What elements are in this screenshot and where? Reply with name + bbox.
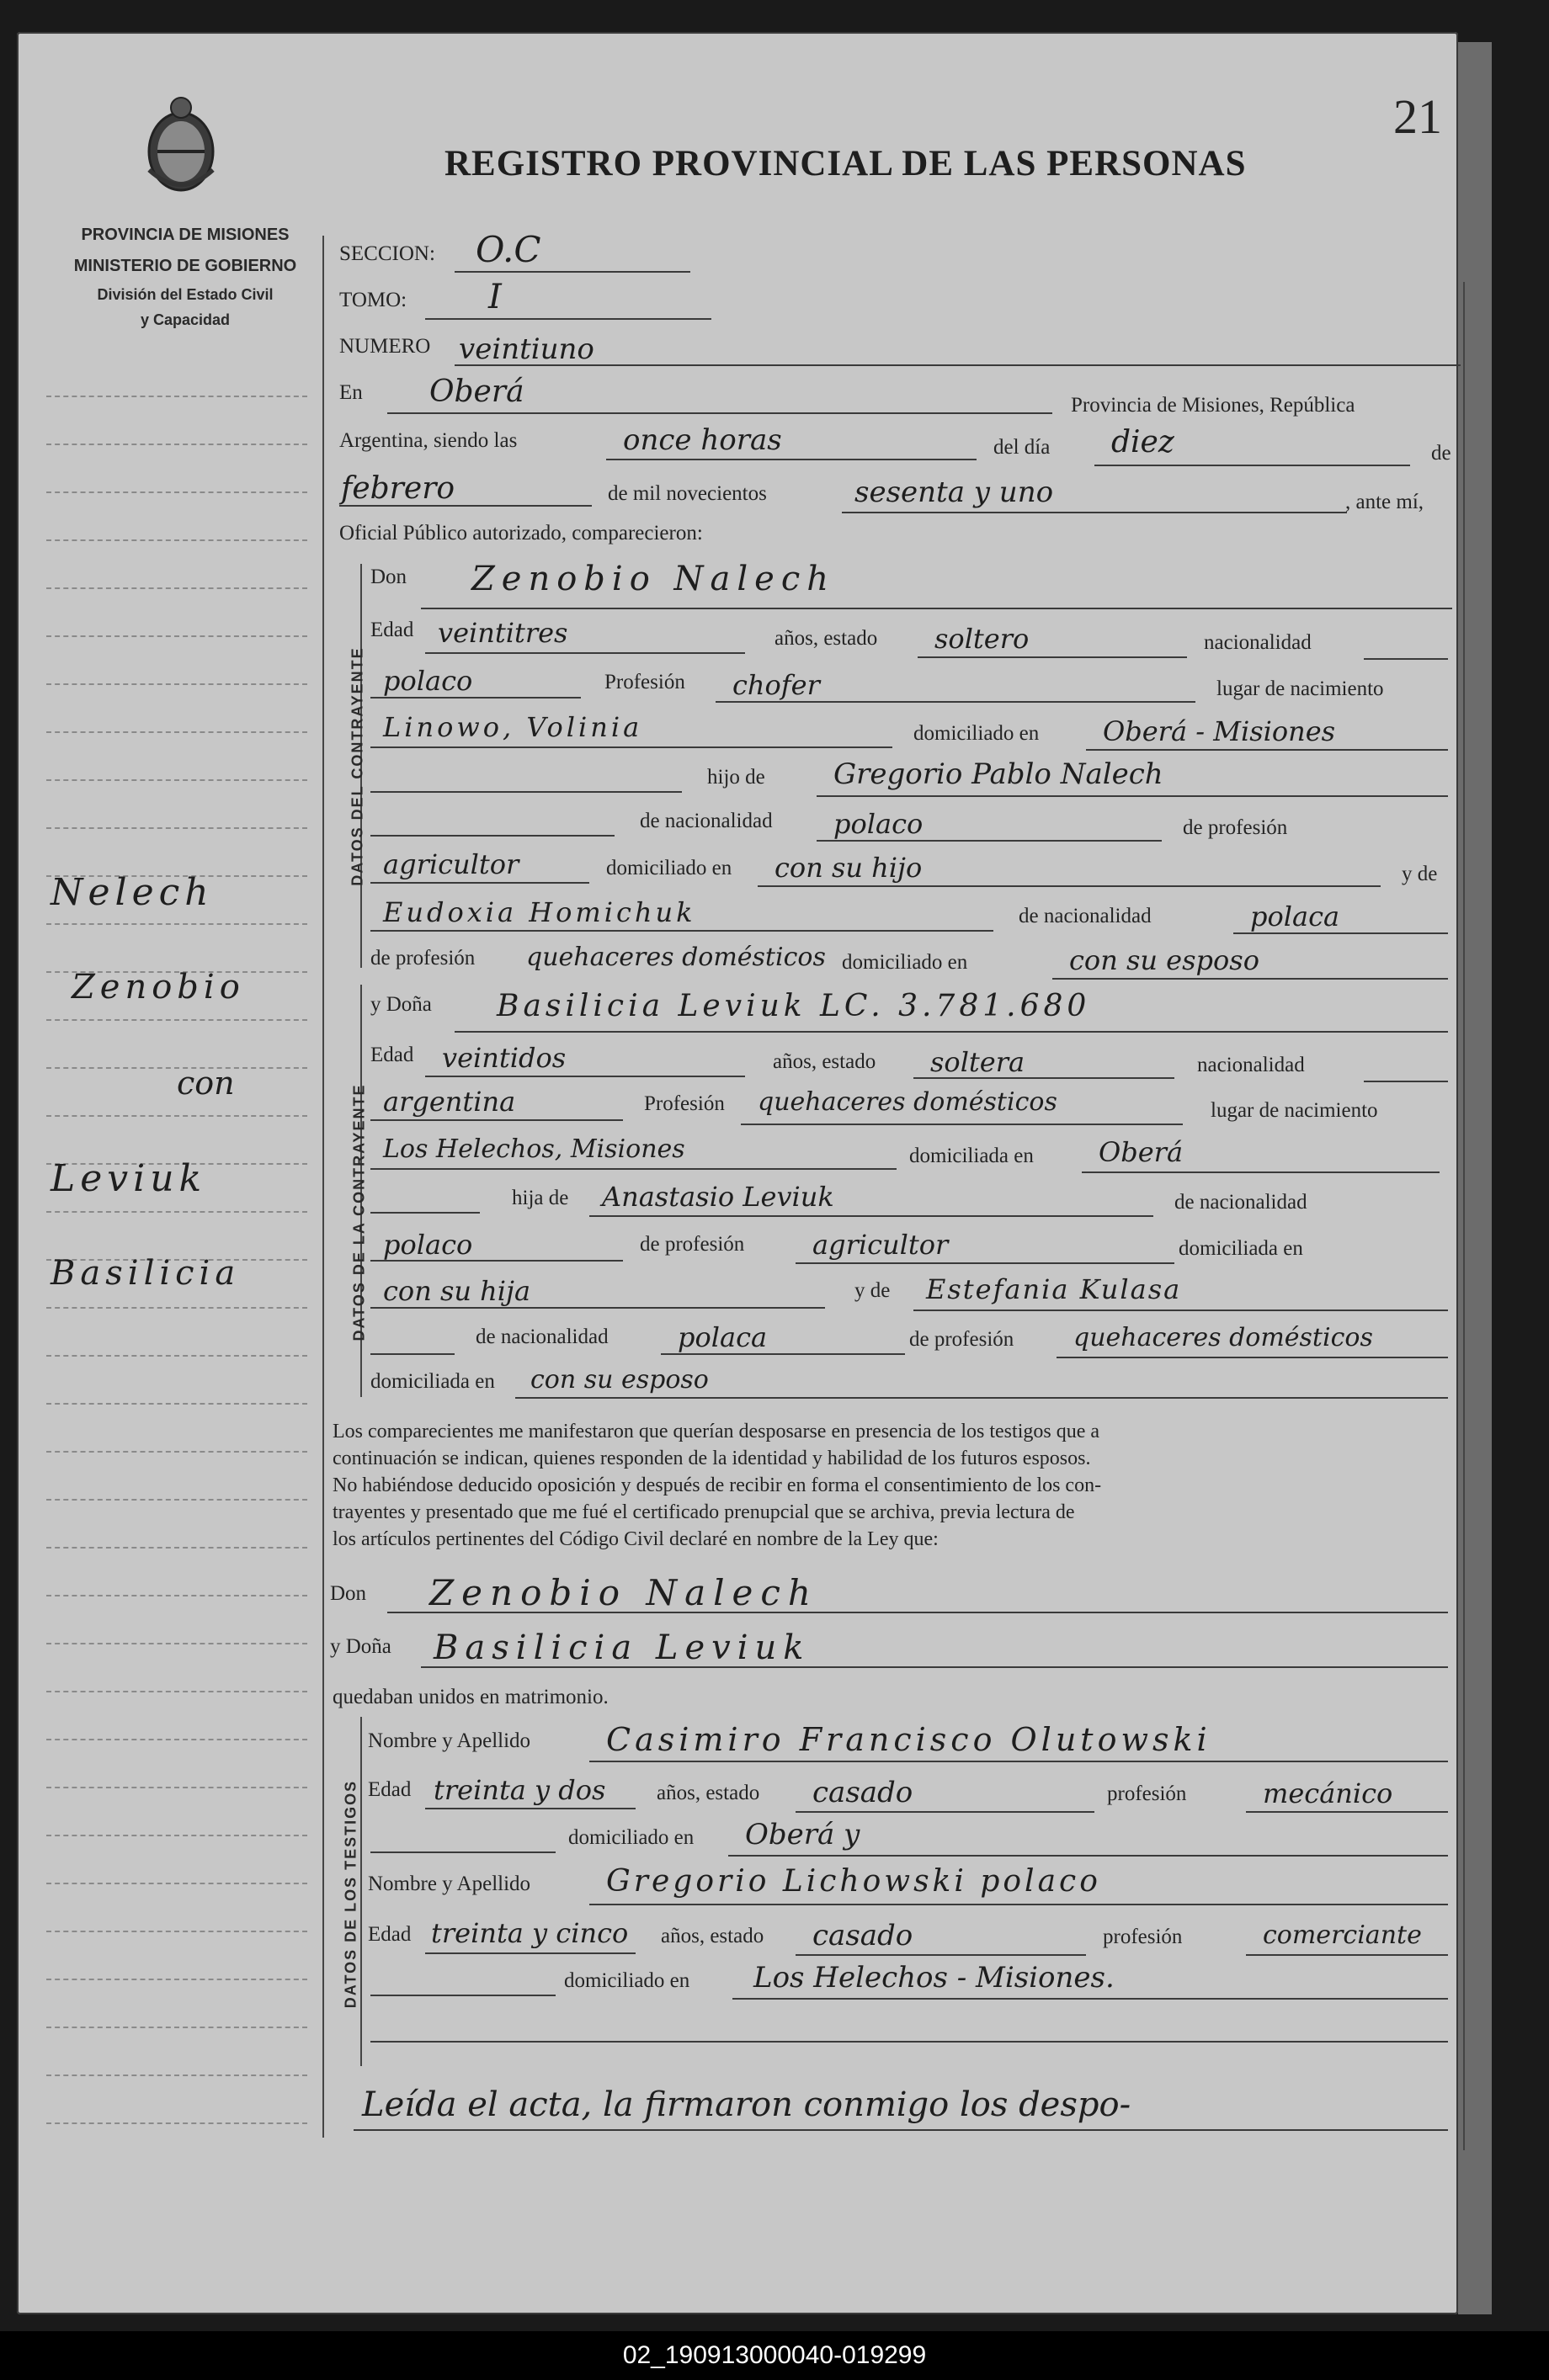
t1-nombre: Casimiro Francisco Olutowski — [606, 1721, 1211, 1758]
t2-edad-label: Edad — [368, 1923, 412, 1946]
t2-profesion: comerciante — [1263, 1920, 1422, 1950]
margin-note-surname: Nelech — [51, 871, 214, 914]
groom-hijo-label: hijo de — [707, 766, 765, 789]
bride-mother-domicilio: con su esposo — [530, 1365, 709, 1395]
en-value: Oberá — [429, 375, 524, 409]
provincia-text: Provincia de Misiones, República — [1071, 394, 1355, 417]
bride-lugar-label: lugar de nacimiento — [1211, 1099, 1378, 1122]
quedaban-text: quedaban unidos en matrimonio. — [333, 1686, 609, 1708]
margin-ruled-line — [46, 539, 307, 541]
groom-mother-nac-label: de nacionalidad — [1019, 905, 1152, 927]
groom-mother-dom-label: domiciliado en — [842, 951, 968, 974]
groom-y-de-label: y de — [1402, 863, 1438, 885]
margin-ruled-line — [46, 1835, 307, 1836]
decl-bride-name: Basilicia Leviuk — [434, 1628, 811, 1667]
testigos-side-label: DATOS DE LOS TESTIGOS — [342, 1779, 359, 2009]
bride-estado: soltera — [930, 1046, 1025, 1078]
seccion-value: O.C — [476, 229, 541, 270]
seccion-label: SECCION: — [339, 242, 435, 265]
margin-ruled-line — [46, 1307, 307, 1309]
groom-estado: soltero — [934, 623, 1030, 655]
groom-nacionalidad: polaco — [383, 665, 473, 697]
bride-mother-dom-label: domiciliada en — [370, 1370, 495, 1393]
page-title: REGISTRO PROVINCIAL DE LAS PERSONAS — [444, 144, 1247, 183]
margin-ruled-line — [46, 587, 307, 589]
t2-domiciliado-label: domiciliado en — [564, 1969, 690, 1992]
margin-ruled-line — [46, 1355, 307, 1357]
groom-lugar: Linowo, Volinia — [383, 711, 643, 743]
declaration-line-4: trayentes y presentado que me fué el certificado prenupcial que se archiva, previa lectura de — [333, 1501, 1075, 1523]
t2-anos-estado-label: años, estado — [661, 1925, 764, 1947]
margin-note-firstname: Zenobio — [72, 968, 245, 1007]
bride-father-nacionalidad: polaco — [383, 1229, 473, 1261]
coat-of-arms-icon — [139, 94, 223, 195]
margin-note-con: con — [177, 1065, 235, 1102]
groom-father-domicilio: con su hijo — [774, 852, 923, 884]
decl-groom-name: Zenobio Nalech — [429, 1572, 818, 1613]
groom-father-nacionalidad: polaco — [833, 808, 924, 840]
novecientos-label: de mil novecientos — [608, 482, 767, 505]
bride-mother-profesion: quehaceres domésticos — [1073, 1323, 1373, 1352]
margin-ruled-line — [46, 683, 307, 685]
margin-ruled-line — [46, 1403, 307, 1405]
t1-domicilio: Oberá y — [745, 1818, 860, 1851]
tomo-label: TOMO: — [339, 289, 407, 311]
margin-ruled-line — [46, 827, 307, 829]
bride-anos-estado-label: años, estado — [773, 1050, 876, 1073]
groom-domicilio: Oberá - Misiones — [1103, 715, 1336, 747]
tomo-value: I — [488, 278, 502, 316]
t1-edad: treinta y dos — [434, 1774, 606, 1806]
margin-divider — [322, 236, 324, 2138]
t1-profesion: mecánico — [1263, 1777, 1393, 1809]
t1-anos-estado-label: años, estado — [657, 1782, 760, 1804]
groom-father: Gregorio Pablo Nalech — [833, 757, 1163, 791]
horas-value: once horas — [623, 423, 782, 457]
bride-profesion-label: Profesión — [644, 1092, 725, 1115]
declaration-line-2: continuación se indican, quienes responden de la identidad y habilidad de los futuros esposos. — [333, 1448, 1091, 1469]
margin-ruled-line — [46, 1115, 307, 1117]
agency-ministry: MINISTERIO DE GOBIERNO — [73, 257, 297, 275]
margin-ruled-line — [46, 491, 307, 493]
del-dia-label: del día — [993, 436, 1051, 459]
bride-father-dom-label: domiciliada en — [1179, 1237, 1303, 1260]
ante-mi: , ante mí, — [1345, 491, 1424, 513]
bride-mother-prof-label: de profesión — [909, 1328, 1014, 1351]
margin-ruled-line — [46, 1739, 307, 1740]
margin-ruled-line — [46, 1451, 307, 1453]
contrayenta-side-label: DATOS DE LA CONTRAYENTE — [350, 1083, 368, 1341]
groom-father-prof-label: de profesión — [1183, 816, 1288, 839]
declaration-line-5: los artículos pertinentes del Código Civil declaré en nombre de la Ley que: — [333, 1528, 939, 1550]
groom-lugar-label: lugar de nacimiento — [1216, 677, 1384, 700]
dona-label: y Doña — [370, 993, 432, 1016]
bride-father-profesion: agricultor — [812, 1229, 949, 1261]
groom-edad-label: Edad — [370, 619, 414, 641]
numero-label: NUMERO — [339, 335, 431, 358]
file-caption: 02_190913000040-019299 — [0, 2331, 1549, 2380]
agency-division: División del Estado Civil — [97, 286, 274, 303]
bride-hija-label: hija de — [512, 1187, 569, 1209]
t2-domicilio: Los Helechos - Misiones. — [753, 1961, 1115, 1995]
groom-profesion-label: Profesión — [604, 671, 685, 693]
bride-mother-nacionalidad: polaca — [678, 1321, 768, 1353]
margin-ruled-line — [46, 1787, 307, 1788]
margin-ruled-line — [46, 1547, 307, 1549]
groom-domiciliado-label: domiciliado en — [913, 722, 1040, 745]
groom-father-nac-label: de nacionalidad — [640, 810, 773, 832]
margin-ruled-line — [46, 1595, 307, 1596]
groom-father-dom-label: domiciliado en — [606, 857, 732, 879]
margin-ruled-line — [46, 396, 307, 397]
bride-father: Anastasio Leviuk — [602, 1181, 834, 1213]
groom-mother-nacionalidad: polaca — [1250, 900, 1340, 932]
numero-value: veintiuno — [459, 332, 594, 366]
margin-ruled-line — [46, 1979, 307, 1980]
decl-dona-label: y Doña — [330, 1635, 391, 1658]
t1-nombre-label: Nombre y Apellido — [368, 1729, 531, 1752]
oficial-text: Oficial Público autorizado, comparecieron: — [339, 522, 703, 545]
dia-value: diez — [1111, 425, 1174, 460]
margin-ruled-line — [46, 444, 307, 445]
bride-father-nac-label: de nacionalidad — [1174, 1191, 1307, 1214]
declaration-line-3: No habiéndose deducido oposición y después de recibir en forma el consentimiento de los con- — [333, 1474, 1102, 1496]
margin-ruled-line — [46, 923, 307, 925]
groom-edad: veintitres — [438, 617, 568, 649]
groom-father-profesion: agricultor — [383, 848, 519, 880]
t2-nombre: Gregorio Lichowski polaco — [606, 1864, 1101, 1899]
bride-mother-nac-label: de nacionalidad — [476, 1325, 609, 1348]
groom-mother-profesion: quehaceres domésticos — [526, 943, 826, 972]
agency-capacity: y Capacidad — [140, 311, 231, 328]
groom-mother: Eudoxia Homichuk — [383, 896, 696, 928]
t2-edad: treinta y cinco — [431, 1917, 629, 1949]
margin-ruled-line — [46, 2027, 307, 2028]
t1-estado: casado — [812, 1776, 913, 1809]
groom-anos-estado-label: años, estado — [774, 627, 878, 650]
margin-ruled-line — [46, 1691, 307, 1692]
margin-ruled-line — [46, 779, 307, 781]
page-number: 21 — [1393, 89, 1442, 144]
bride-father-prof-label: de profesión — [640, 1233, 745, 1256]
en-label: En — [339, 381, 363, 404]
decl-don-label: Don — [330, 1582, 367, 1605]
bride-y-de-label: y de — [854, 1279, 891, 1302]
right-border — [1463, 282, 1465, 2150]
margin-ruled-line — [46, 1019, 307, 1021]
margin-ruled-line — [46, 1643, 307, 1644]
margin-ruled-line — [46, 1931, 307, 1932]
groom-mother-domicilio: con su esposo — [1069, 944, 1259, 976]
margin-ruled-line — [46, 2075, 307, 2076]
margin-note-bride-firstname: Basilicia — [51, 1254, 241, 1293]
bride-mother: Estefania Kulasa — [926, 1273, 1182, 1305]
bride-nacionalidad: argentina — [383, 1086, 516, 1118]
margin-ruled-line — [46, 1211, 307, 1213]
t1-edad-label: Edad — [368, 1778, 412, 1801]
bride-lugar: Los Helechos, Misiones — [383, 1134, 685, 1164]
bride-profesion: quehaceres domésticos — [758, 1087, 1057, 1117]
anio-value: sesenta y uno — [854, 475, 1054, 509]
mes-value: febrero — [341, 471, 455, 506]
bride-edad: veintidos — [442, 1042, 567, 1074]
bride-edad-label: Edad — [370, 1044, 414, 1066]
argentina-text: Argentina, siendo las — [339, 429, 518, 452]
margin-ruled-line — [46, 2122, 307, 2124]
groom-mother-prof-label: de profesión — [370, 947, 476, 970]
groom-name: Zenobio Nalech — [471, 560, 835, 598]
bride-name: Basilicia Leviuk LC. 3.781.680 — [497, 989, 1091, 1023]
bride-domiciliada-label: domiciliada en — [909, 1145, 1034, 1167]
groom-profesion: chofer — [732, 669, 820, 701]
document-page — [17, 32, 1458, 2314]
de-label: de — [1431, 442, 1451, 465]
t2-nombre-label: Nombre y Apellido — [368, 1873, 531, 1895]
margin-ruled-line — [46, 1883, 307, 1884]
margin-ruled-line — [46, 1499, 307, 1501]
margin-ruled-line — [46, 731, 307, 733]
bride-domicilio: Oberá — [1099, 1136, 1184, 1168]
margin-ruled-line — [46, 635, 307, 637]
declaration-line-1: Los comparecientes me manifestaron que querían desposarse en presencia de los testigos que a — [333, 1421, 1100, 1442]
t1-profesion-label: profesión — [1107, 1782, 1187, 1805]
bride-father-domicilio: con su hija — [383, 1275, 531, 1307]
bride-nacionalidad-label: nacionalidad — [1197, 1054, 1305, 1076]
closing-line: Leída el acta, la firmaron conmigo los despo- — [362, 2085, 1131, 2124]
agency-province: PROVINCIA DE MISIONES — [81, 226, 290, 244]
margin-note-bride-surname: Leviuk — [51, 1157, 207, 1200]
don-label: Don — [370, 566, 407, 588]
t2-profesion-label: profesión — [1103, 1926, 1183, 1948]
t2-estado: casado — [812, 1919, 913, 1952]
t1-domiciliado-label: domiciliado en — [568, 1826, 695, 1849]
groom-nacionalidad-label: nacionalidad — [1204, 631, 1312, 654]
contrayente-side-label: DATOS DEL CONTRAYENTE — [349, 646, 366, 886]
